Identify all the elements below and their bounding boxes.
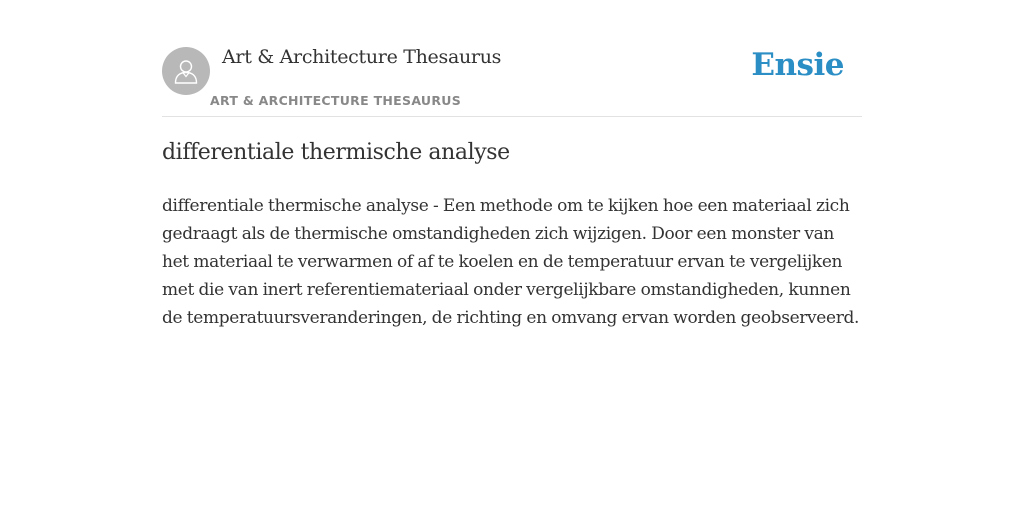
- avatar[interactable]: [162, 47, 210, 95]
- header: [162, 0, 862, 117]
- entry-title: differentiale thermische analyse: [162, 140, 510, 165]
- source-subtitle: ART & ARCHITECTURE THESAURUS: [210, 93, 462, 108]
- user-icon: [172, 57, 200, 85]
- source-title-link[interactable]: Art & Architecture Thesaurus: [222, 46, 502, 68]
- page: [162, 0, 862, 328]
- ensie-logo[interactable]: Ensie: [751, 47, 844, 83]
- entry-definition: differentiale thermische analyse - Een methode om te kijken hoe een materiaal zich gedraagt als de thermische omstandigheden zich wijzigen. Door een monster van het materiaal te verwarmen of af te koelen en de temperatuur ervan te vergelijken met die van inert referentiemateriaal onder vergelijkbare omstandigheden, kunnen de temperatuursveranderingen, de richting en omvang ervan worden geobserveerd.: [162, 196, 860, 328]
